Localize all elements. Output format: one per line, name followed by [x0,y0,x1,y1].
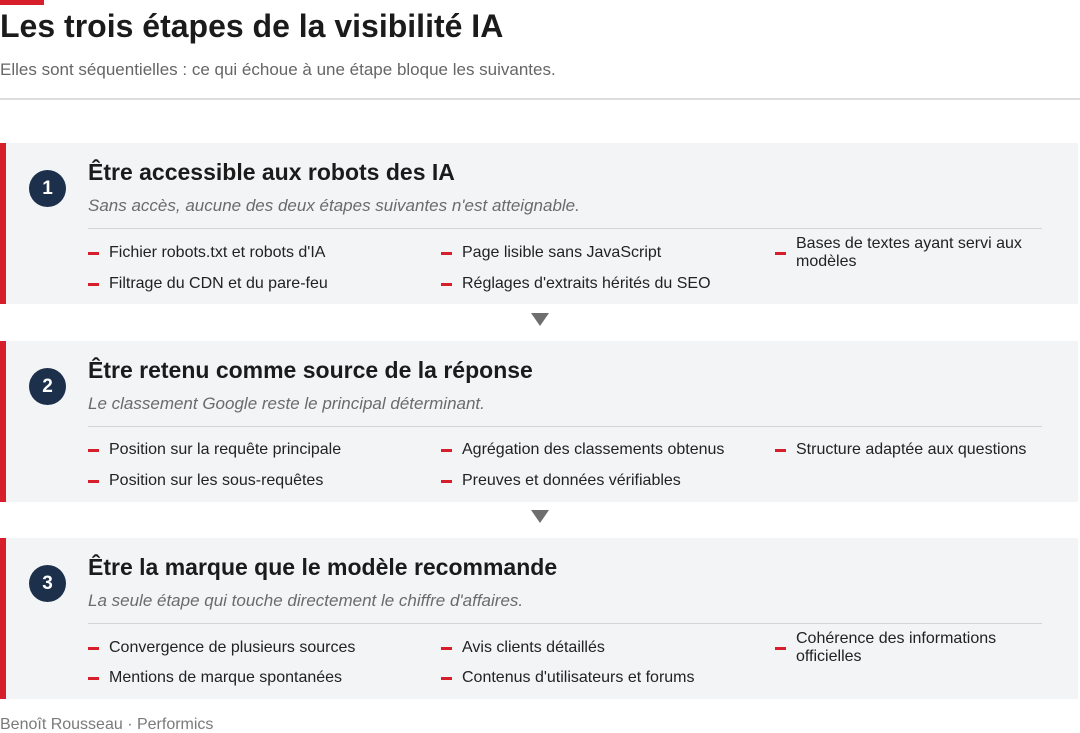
stage-accent-bar [0,143,6,304]
list-item-label: Fichier robots.txt et robots d'IA [109,244,326,261]
dash-bullet-icon [441,647,452,650]
stage-2-panel [0,341,1078,502]
down-arrow-icon [531,313,549,326]
stage-title: Être retenu comme source de la réponse [88,357,533,383]
page-subtitle: Elles sont séquentielles : ce qui échoue à une étape bloque les suivantes. [0,60,556,79]
stage-1-panel [0,143,1078,304]
dash-bullet-icon [88,252,99,255]
list-item-label: Structure adaptée aux questions [796,441,1027,458]
stage-description: La seule étape qui touche directement le chiffre d'affaires. [88,591,524,610]
list-item [88,472,323,490]
dash-bullet-icon [441,252,452,255]
list-item-label: Page lisible sans JavaScript [462,244,662,261]
list-item-label: Mentions de marque spontanées [109,669,343,686]
list-item-label: Preuves et données vérifiables [462,472,681,489]
list-item-label: Avis clients détaillés [462,639,605,656]
stage-number-badge: 2 [29,368,66,405]
dash-bullet-icon [88,677,99,680]
stage-divider [88,228,1042,229]
list-item [88,275,328,293]
list-item [441,639,605,657]
dash-bullet-icon [441,449,452,452]
list-item [88,639,355,657]
accent-bar [0,0,44,5]
list-item [441,472,681,490]
dash-bullet-icon [775,252,786,255]
list-item [88,244,325,262]
list-item-label: Position sur les sous-requêtes [109,472,324,489]
stage-accent-bar [0,341,6,502]
list-item [88,441,341,459]
stage-description: Le classement Google reste le principal déterminant. [88,394,485,413]
list-item-label: Filtrage du CDN et du pare-feu [109,275,328,292]
dash-bullet-icon [441,480,452,483]
list-item-label: Réglages d'extraits hérités du SEO [462,275,711,292]
list-item-label: Agrégation des classements obtenus [462,441,725,458]
dash-bullet-icon [88,480,99,483]
dash-bullet-icon [88,449,99,452]
stage-title: Être accessible aux robots des IA [88,159,455,185]
stage-3-panel [0,538,1078,699]
list-item [775,630,1046,666]
list-item-label: Bases de textes ayant servi aux modèles [796,235,1022,270]
dash-bullet-icon [88,647,99,650]
stage-title: Être la marque que le modèle recommande [88,554,558,580]
dash-bullet-icon [441,283,452,286]
list-item [441,669,695,687]
stage-divider [88,623,1042,624]
list-item [775,441,1026,459]
dash-bullet-icon [775,647,786,650]
stage-accent-bar [0,538,6,699]
stage-number-badge: 1 [29,170,66,207]
list-item [775,235,1046,271]
dash-bullet-icon [775,449,786,452]
down-arrow-icon [531,510,549,523]
list-item-label: Convergence de plusieurs sources [109,639,356,656]
dash-bullet-icon [88,283,99,286]
list-item [441,441,724,459]
stage-description: Sans accès, aucune des deux étapes suivantes n'est atteignable. [88,196,580,215]
list-item [441,275,711,293]
source-credit: Benoît Rousseau · Performics [0,716,214,733]
dash-bullet-icon [441,677,452,680]
list-item [88,669,342,687]
stage-divider [88,426,1042,427]
list-item-label: Cohérence des informations officielles [796,630,997,665]
header-divider [0,98,1080,100]
list-item-label: Position sur la requête principale [109,441,342,458]
list-item [441,244,661,262]
list-item-label: Contenus d'utilisateurs et forums [462,669,695,686]
stage-number-badge: 3 [29,565,66,602]
page-title: Les trois étapes de la visibilité IA [0,8,504,44]
